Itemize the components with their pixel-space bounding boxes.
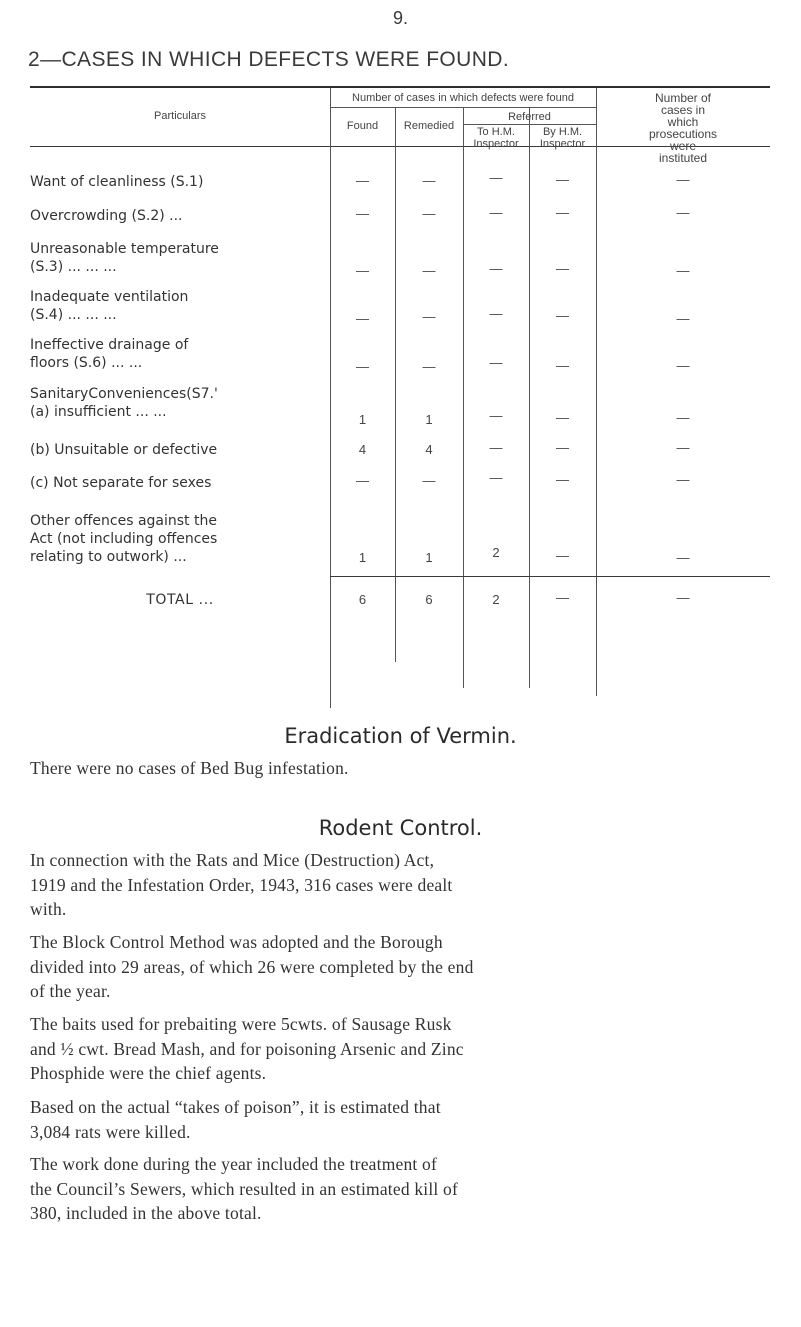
table-row	[30, 207, 330, 225]
table-row	[30, 173, 330, 191]
col-divider-found	[395, 108, 396, 662]
section-heading: 2—CASES IN WHICH DEFECTS WERE FOUND.	[28, 48, 510, 71]
text-line: and ½ cwt. Bread Mash, and for poisoning Arsenic and Zinc	[30, 1038, 464, 1059]
cell-prosecutions: —	[676, 410, 690, 425]
row-label: Unreasonable temperature	[30, 241, 219, 257]
cell-prosecutions: —	[676, 358, 690, 373]
cell-to-hm: 2	[492, 545, 500, 560]
group-header-rule	[330, 107, 596, 108]
row-label: Ineffective drainage of	[30, 337, 189, 353]
cell-by-hm: —	[556, 205, 569, 220]
row-label: Inadequate ventilation	[30, 289, 189, 305]
cell-to-hm: —	[489, 470, 503, 485]
vermin-title: Eradication of Vermin.	[284, 724, 517, 748]
cell-by-hm: —	[556, 410, 569, 425]
cell-remedied: —	[422, 473, 436, 488]
header-referred: Referred	[508, 111, 551, 123]
cell-found: —	[356, 206, 369, 221]
text-line: 3,084 rats were killed.	[30, 1121, 191, 1142]
cell-prosecutions: —	[676, 311, 690, 326]
cell-found: 4	[358, 442, 367, 457]
cell-by-hm: —	[556, 548, 569, 563]
cell-prosecutions: —	[676, 472, 690, 487]
cell-found: —	[356, 473, 369, 488]
cell-remedied: —	[422, 206, 436, 221]
text-line: The work done during the year included the treatment of	[30, 1154, 438, 1174]
cell-prosecutions: —	[676, 440, 690, 455]
text-line: 380, included in the above total.	[30, 1203, 262, 1223]
text-line: with.	[30, 899, 67, 919]
text-line: In connection with the Rats and Mice (Destruction) Act,	[30, 850, 435, 870]
vermin-text: There were no cases of Bed Bug infestation.	[30, 758, 349, 778]
total-rule	[330, 576, 770, 577]
table-row	[30, 385, 330, 421]
cell-found: 1	[358, 412, 367, 427]
rodent-paragraph-3	[30, 1012, 770, 1086]
rodent-paragraph-5	[30, 1152, 770, 1226]
table-row	[30, 474, 330, 492]
cell-found: 1	[358, 550, 367, 565]
rodent-paragraph-4	[30, 1095, 770, 1144]
total-row-label: TOTAL ...	[146, 592, 214, 608]
header-to-hm-line2: Inspector	[473, 138, 519, 150]
cell-to-hm: —	[489, 170, 503, 185]
cell-to-hm: —	[489, 261, 503, 276]
cell-found: —	[356, 311, 369, 326]
cell-remedied: —	[422, 173, 436, 188]
total-prosecutions: —	[676, 590, 690, 605]
header-by-hm-inspector	[529, 126, 596, 150]
header-found: Found	[346, 120, 379, 132]
row-label: Other offences against the	[30, 513, 217, 529]
total-by-hm: —	[556, 590, 569, 605]
referred-header-rule	[463, 124, 596, 125]
cell-by-hm: —	[556, 308, 569, 323]
text-line: Phosphide were the chief agents.	[30, 1063, 267, 1083]
text-line: The Block Control Method was adopted and the Borough	[30, 932, 443, 952]
row-label: Overcrowding (S.2) ...	[30, 208, 183, 224]
rodent-paragraph-2	[30, 930, 770, 1004]
cell-prosecutions: —	[676, 263, 690, 278]
cell-to-hm: —	[489, 440, 503, 455]
row-label-cont: relating to outwork) ...	[30, 549, 187, 565]
table-row	[30, 441, 330, 459]
table-row	[30, 240, 330, 276]
cell-to-hm: —	[489, 408, 503, 423]
total-remedied: 6	[425, 592, 433, 607]
cell-remedied: —	[422, 263, 436, 278]
cell-by-hm: —	[556, 261, 569, 276]
row-label: Want of cleanliness (S.1)	[30, 174, 204, 190]
header-to-hm-inspector	[463, 126, 529, 150]
text-line: divided into 29 areas, of which 26 were completed by the end	[30, 956, 474, 977]
rodent-title: Rodent Control.	[318, 816, 483, 840]
header-prosecutions-line5: were	[669, 139, 696, 153]
row-label-cont: Act (not including offences	[30, 531, 218, 547]
header-group-label: Number of cases in which defects were found	[352, 92, 574, 104]
cell-found: —	[356, 359, 369, 374]
cell-prosecutions: —	[676, 550, 690, 565]
header-prosecutions-line6: instituted	[658, 151, 708, 165]
header-by-hm-line1: By H.M.	[542, 126, 583, 138]
cell-by-hm: —	[556, 172, 569, 187]
cell-by-hm: —	[556, 472, 569, 487]
cell-to-hm: —	[489, 355, 503, 370]
cell-remedied: 1	[425, 550, 433, 565]
cell-remedied: 4	[425, 442, 433, 457]
row-label: (c) Not separate for sexes	[30, 475, 212, 491]
header-by-hm-line2: Inspector	[539, 138, 586, 150]
cell-remedied: —	[422, 359, 436, 374]
rodent-paragraph-1	[30, 848, 770, 922]
cell-prosecutions: —	[676, 205, 690, 220]
cell-remedied: 1	[425, 412, 433, 427]
text-line: 1919 and the Infestation Order, 1943, 316 cases were dealt	[30, 874, 453, 895]
page-number: 9.	[392, 8, 408, 28]
row-label: SanitaryConveniences(S7.'	[30, 386, 218, 402]
text-line: Based on the actual “takes of poison”, it is estimated that	[30, 1097, 441, 1117]
cell-prosecutions: —	[676, 172, 690, 187]
cell-to-hm: —	[489, 306, 503, 321]
header-prosecutions-line2: cases in	[660, 103, 706, 117]
row-label-cont: (S.4) ... ... ...	[30, 307, 117, 323]
table-row	[30, 336, 330, 372]
header-to-hm-line1: To H.M.	[477, 126, 515, 138]
header-remedied: Remedied	[403, 120, 455, 132]
header-particulars: Particulars	[154, 110, 206, 122]
table-row	[30, 288, 330, 324]
text-line: of the year.	[30, 981, 111, 1001]
table-top-rule	[30, 86, 770, 88]
header-prosecutions-line1: Number of	[654, 91, 712, 105]
total-to-hm: 2	[492, 592, 500, 607]
header-prosecutions-line4: prosecutions	[648, 127, 718, 141]
cell-by-hm: —	[556, 440, 569, 455]
total-found: 6	[358, 592, 367, 607]
row-label-cont: floors (S.6) ... ...	[30, 355, 143, 371]
cell-by-hm: —	[556, 358, 569, 373]
text-line: the Council’s Sewers, which resulted in an estimated kill of	[30, 1178, 459, 1199]
row-label-cont: (S.3) ... ... ...	[30, 259, 117, 275]
cell-found: —	[356, 173, 369, 188]
header-prosecutions	[596, 92, 770, 164]
cell-found: —	[356, 263, 369, 278]
header-prosecutions-line3: which	[667, 115, 699, 129]
text-line: The baits used for prebaiting were 5cwts. of Sausage Rusk	[30, 1014, 452, 1034]
row-label-cont: (a) insufficient ... ...	[30, 404, 167, 420]
row-label: (b) Unsuitable or defective	[30, 442, 218, 458]
table-row	[30, 512, 330, 566]
cell-to-hm: —	[489, 205, 503, 220]
cell-remedied: —	[422, 309, 436, 324]
